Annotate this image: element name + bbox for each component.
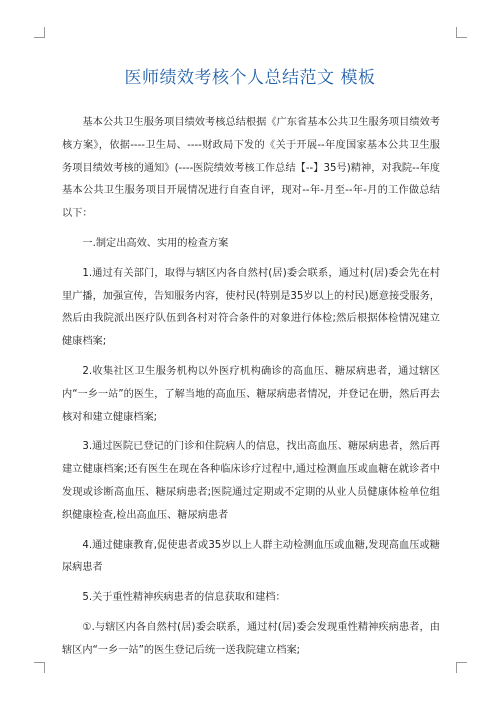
corner-mark-top-left [34,27,45,38]
document-body [62,112,440,670]
paragraph-item-3: 3.通过医院已登记的门诊和住院病人的信息，找出高血压、糖尿病患者，然后再建立健康档案;还有医生在现在各种临床诊疗过程中,通过检测血压或血糖在就诊者中发现或诊断高血压、糖尿病患者;医院通过定期或不定期的从业人员健康体检单位组织健康检查,检出高血压、糖尿病患者 [62,441,440,521]
paragraph-item-4: 4.通过健康教育,促使患者或35岁以上人群主动检测血压或血糖,发现高血压或糖尿病患者 [62,539,440,574]
paragraph-item-1: 1.通过有关部门，取得与辖区内各自然村(居)委会联系，通过村(居)委会先在村里广播，加强宣传，告知服务内容，使村民(特别是35岁以上的村民)愿意接受服务，然后由我院派出医疗队伍到各村对符合条件的对象进行体检;然后根据体检情况建立健康档案; [62,267,440,348]
corner-mark-bottom-right [456,662,467,673]
paragraph-item-5: 5.关于重性精神疾病患者的信息获取和建档： [82,592,286,604]
corner-mark-bottom-left [34,662,45,673]
paragraph-item-2: 2.收集社区卫生服务机构以外医疗机构确诊的高血压、糖尿病患者，通过辖区内“一乡一站”的医生，了解当地的高血压、糖尿病患者情况，并登记在册，然后再去核对和建立健康档案; [62,365,440,423]
corner-mark-top-right [456,27,467,38]
intro-paragraph: 基本公共卫生服务项目绩效考核总结根据《广东省基本公共卫生服务项目绩效考核方案》，依据----卫生局、----财政局下发的《关于开展--年度国家基本公共卫生服务项目绩效考核的通知》(----医院绩效考核工作总结【--】35号)精神，对我院--年度基本公共卫生服务项目开展情况进行自查自评，现对--年-月至--年-月的工作做总结以下： [62,117,440,220]
paragraph-subitem-1: ①.与辖区内各自然村(居)委会联系，通过村(居)委会发现重性精神疾病患者，由辖区内“一乡一站”的医生登记后统一送我院建立档案; [62,621,440,656]
document-title: 医师绩效考核个人总结范文 模板 [124,68,376,88]
section-heading: 一.制定出高效、实用的检查方案 [82,237,229,249]
